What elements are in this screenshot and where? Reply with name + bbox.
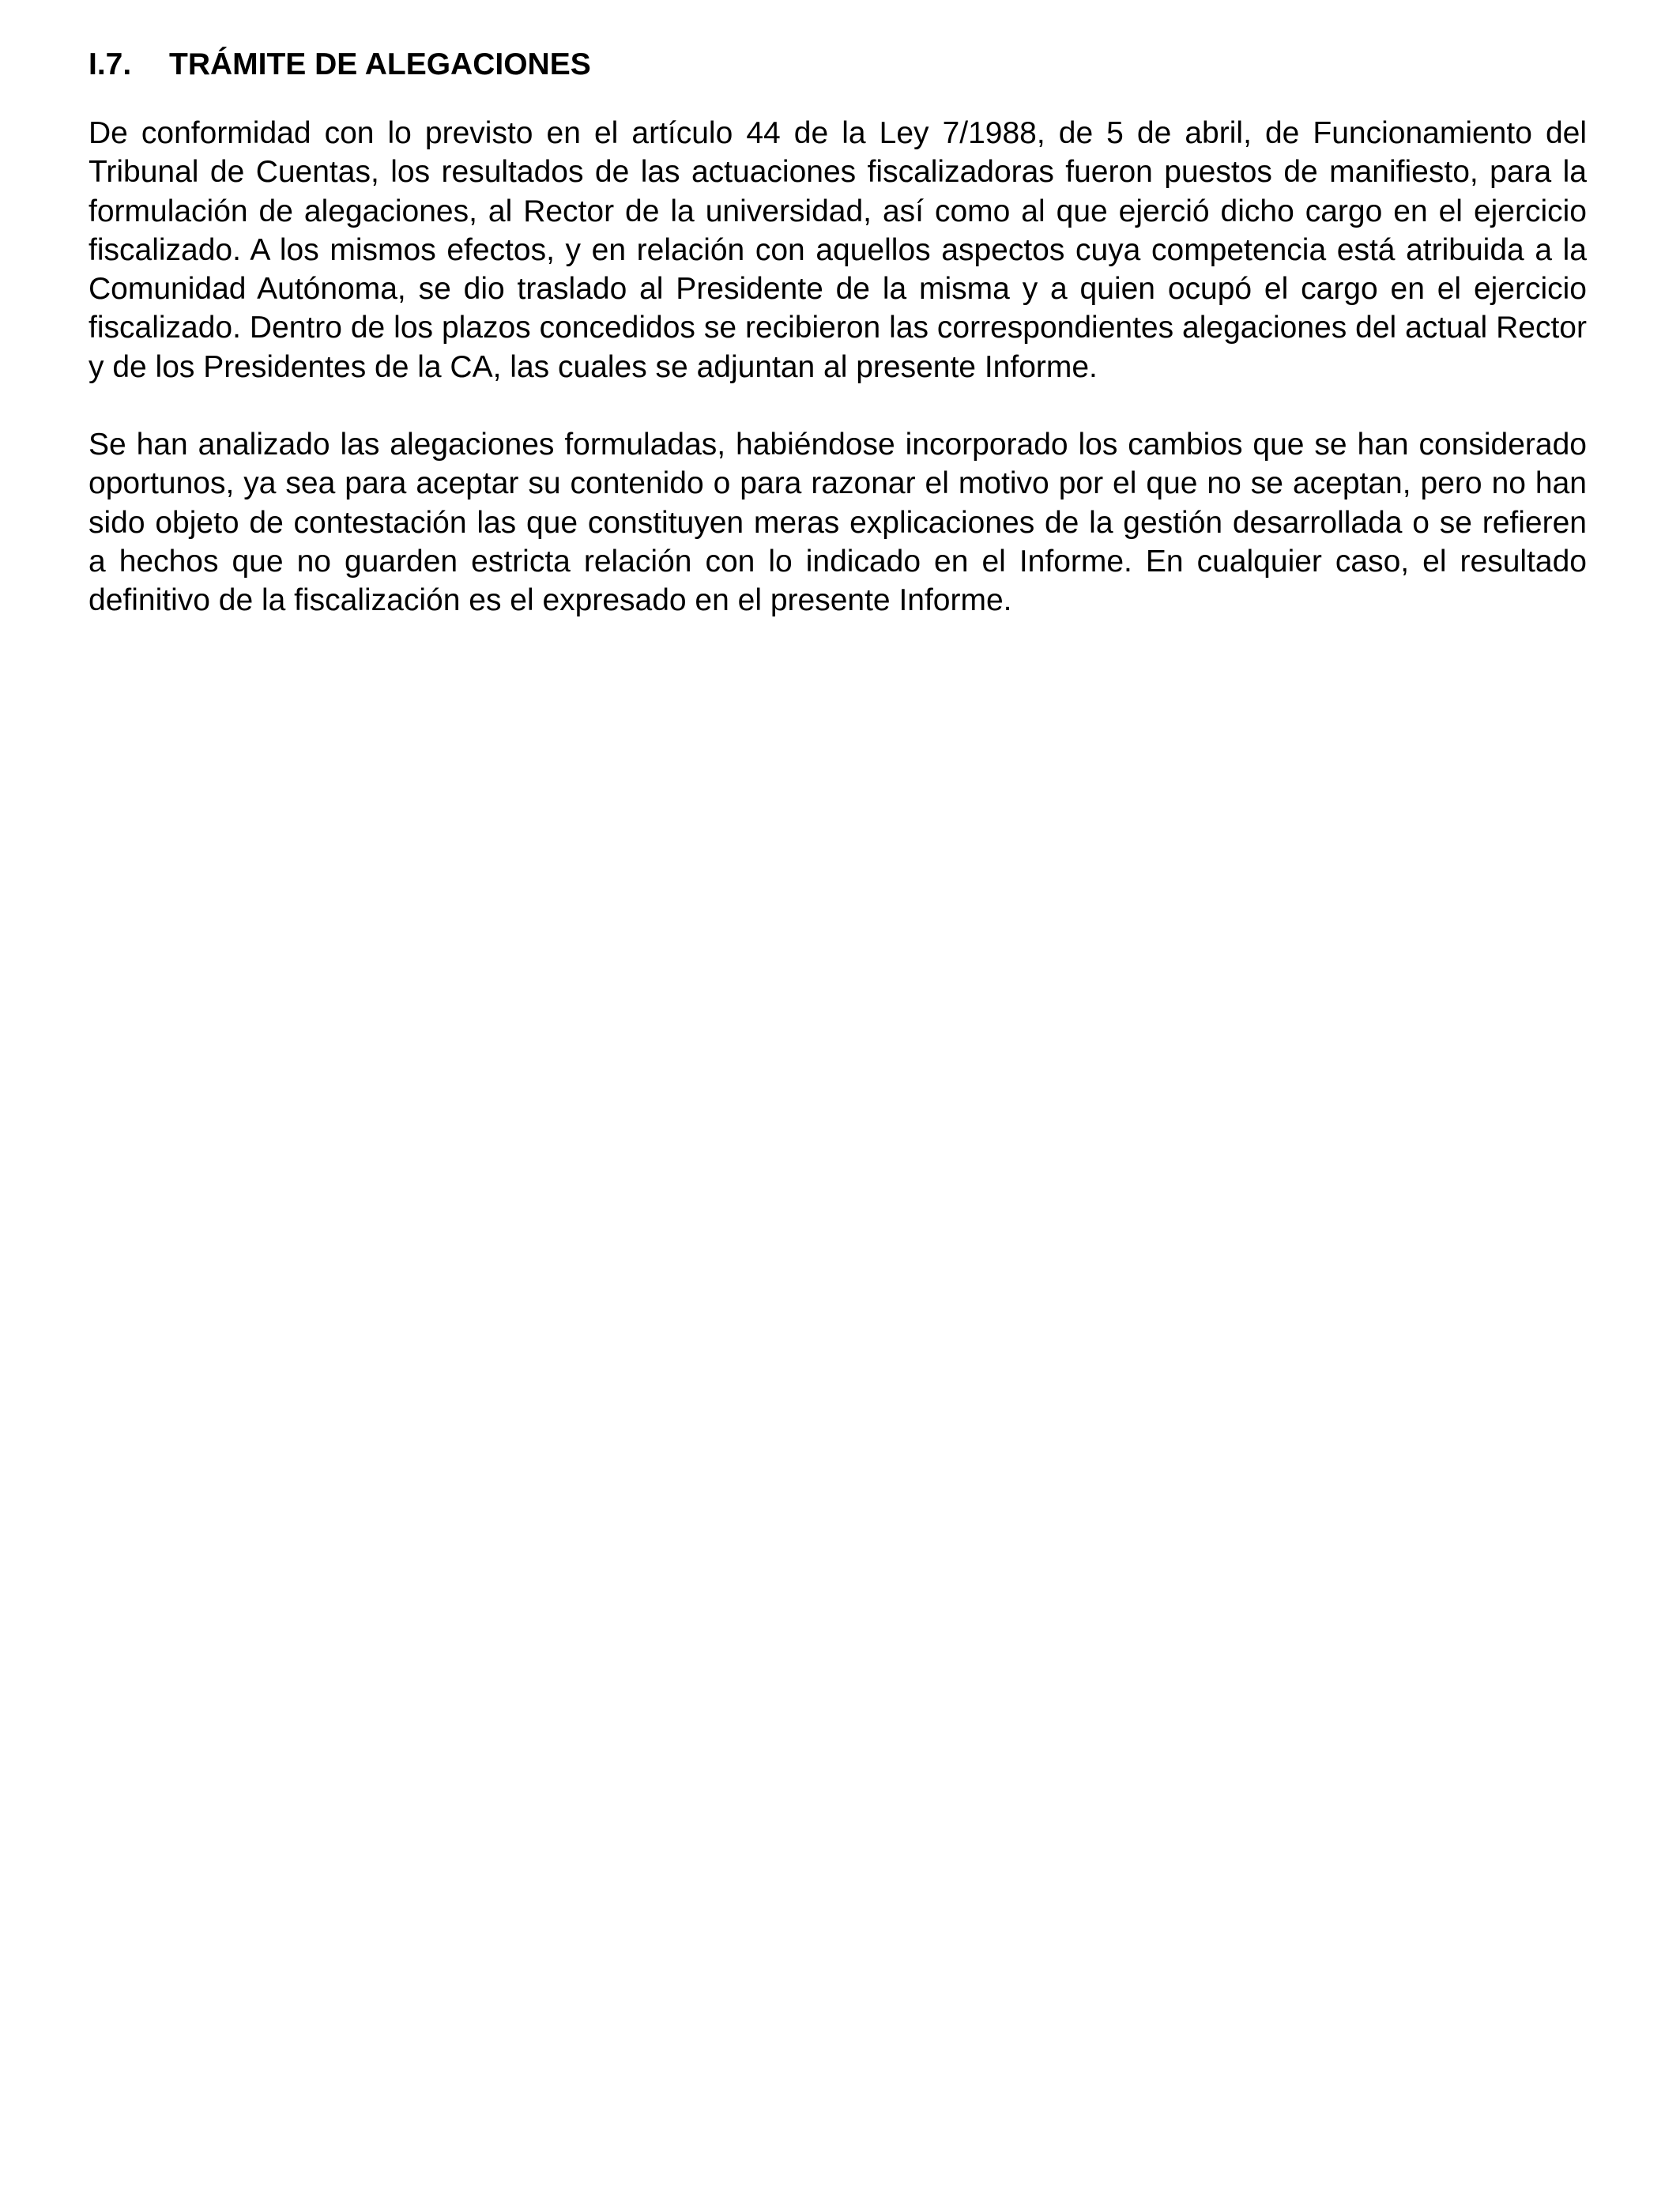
paragraph-alegaciones-analisis: Se han analizado las alegaciones formuladas, habiéndose incorporado los cambios que se han considerado oportunos, ya sea para aceptar su contenido o para razonar el motivo por el que no se aceptan, pero no han sido objeto de contestación las que constituyen meras explicaciones de la gestión desarrollada o se refieren a hechos que no guarden estricta relación con lo indicado en el Informe. En cualquier caso, el resultado definitivo de la fiscalización es el expresado en el presente Informe. [89,428,1587,618]
section-number: I.7. [89,47,132,81]
section-heading [89,46,1587,84]
paragraph-alegaciones-tramite: De conformidad con lo previsto en el artículo 44 de la Ley 7/1988, de 5 de abril, de Funcionamiento del Tribunal de Cuentas, los resultados de las actuaciones fiscalizadoras fueron puestos de manifiesto, para la formulación de alegaciones, al Rector de la universidad, así como al que ejerció dicho cargo en el ejercicio fiscalizado. A los mismos efectos, y en relación con aquellos aspectos cuya competencia está atribuida a la Comunidad Autónoma, se dio traslado al Presidente de la misma y a quien ocupó el cargo en el ejercicio fiscalizado. Dentro de los plazos concedidos se recibieron las correspondientes alegaciones del actual Rector y de los Presidentes de la CA, las cuales se adjuntan al presente Informe. [89,116,1587,384]
section-title: TRÁMITE DE ALEGACIONES [169,47,591,81]
document-content [89,46,1587,659]
